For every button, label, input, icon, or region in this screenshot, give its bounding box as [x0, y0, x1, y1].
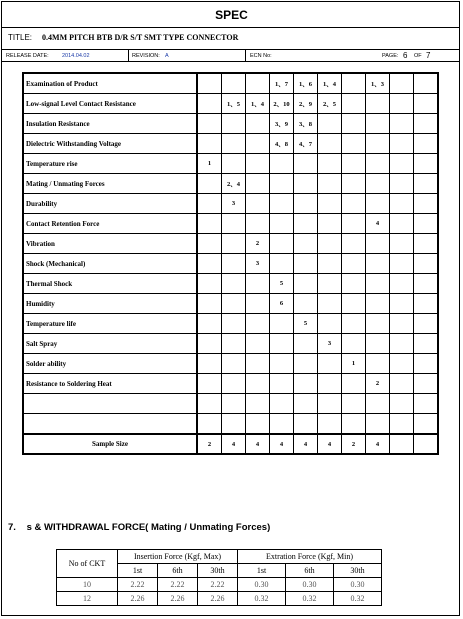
sequence-cell [414, 374, 439, 394]
test-item-name: Temperature life [23, 314, 197, 334]
sequence-cell [197, 234, 222, 254]
table-row [23, 214, 438, 234]
sequence-cell: 1、6 [294, 73, 318, 94]
table-row [23, 174, 438, 194]
sequence-cell [294, 154, 318, 174]
test-item-name: Dielectric Withstanding Voltage [23, 134, 197, 154]
sequence-cell [246, 314, 270, 334]
release-date: 2014.04.02 [62, 53, 90, 59]
force-value: 0.30 [286, 578, 334, 592]
sequence-cell: 2、10 [270, 94, 294, 114]
sequence-cell [246, 394, 270, 414]
force-value: 2.26 [158, 592, 198, 606]
sequence-cell [270, 234, 294, 254]
insertion-header: Insertion Force (Kgf, Max) [118, 550, 238, 564]
test-item-name: Solder ability [23, 354, 197, 374]
sequence-cell [318, 374, 342, 394]
sequence-cell [197, 334, 222, 354]
ckt-count: 10 [57, 578, 118, 592]
sequence-cell [270, 374, 294, 394]
sequence-cell: 3、8 [294, 114, 318, 134]
sequence-cell [294, 294, 318, 314]
sequence-cell: 1、5 [222, 94, 246, 114]
sample-size-cell: 4 [246, 434, 270, 454]
sequence-cell [342, 294, 366, 314]
sequence-cell [390, 134, 414, 154]
sequence-cell [294, 334, 318, 354]
test-item-name [23, 414, 197, 435]
sequence-cell [197, 194, 222, 214]
sequence-cell [342, 254, 366, 274]
sequence-cell [414, 154, 439, 174]
sequence-cell [318, 234, 342, 254]
table-row [23, 73, 438, 94]
sub-header: 30th [198, 564, 238, 578]
sequence-cell [318, 154, 342, 174]
sequence-cell [197, 254, 222, 274]
sequence-cell [390, 154, 414, 174]
table-row [23, 374, 438, 394]
sample-size-cell: 4 [318, 434, 342, 454]
test-item-name: Vibration [23, 234, 197, 254]
sequence-cell [414, 354, 439, 374]
sequence-cell [318, 194, 342, 214]
sequence-cell [197, 214, 222, 234]
of-label: OF [414, 53, 422, 59]
sequence-cell [294, 174, 318, 194]
sequence-cell [342, 394, 366, 414]
force-value: 2.22 [198, 578, 238, 592]
sequence-cell [246, 414, 270, 435]
table-row [23, 94, 438, 114]
sample-size-row [23, 434, 438, 454]
sequence-cell [390, 294, 414, 314]
sequence-cell [318, 294, 342, 314]
sequence-cell [342, 274, 366, 294]
sequence-cell [342, 174, 366, 194]
sequence-cell [318, 214, 342, 234]
sequence-cell [366, 314, 390, 334]
table-row [23, 154, 438, 174]
test-item-name: Insulation Resistance [23, 114, 197, 134]
sequence-cell [197, 174, 222, 194]
sequence-cell [222, 334, 246, 354]
sequence-cell: 1 [197, 154, 222, 174]
sequence-cell [270, 314, 294, 334]
sequence-cell [318, 354, 342, 374]
sequence-cell: 2 [366, 374, 390, 394]
sequence-cell [246, 374, 270, 394]
sequence-cell [414, 334, 439, 354]
sequence-cell [246, 194, 270, 214]
sequence-cell [366, 274, 390, 294]
sequence-cell [294, 194, 318, 214]
sequence-cell [222, 73, 246, 94]
sequence-cell [390, 334, 414, 354]
page-label: PAGE: [382, 53, 399, 59]
sequence-cell [222, 214, 246, 234]
sequence-cell [342, 94, 366, 114]
sequence-cell: 1 [342, 354, 366, 374]
sequence-cell [414, 314, 439, 334]
sequence-cell [270, 154, 294, 174]
sequence-cell [294, 234, 318, 254]
sample-size-cell: 4 [366, 434, 390, 454]
sequence-cell [294, 414, 318, 435]
sequence-cell [390, 254, 414, 274]
sub-header: 30th [334, 564, 382, 578]
sequence-cell [366, 354, 390, 374]
sequence-cell [390, 354, 414, 374]
force-value: 2.26 [118, 592, 158, 606]
sequence-cell [342, 154, 366, 174]
table-row [23, 414, 438, 435]
sequence-cell [294, 214, 318, 234]
sequence-cell [270, 394, 294, 414]
sequence-cell [222, 114, 246, 134]
sequence-cell [294, 274, 318, 294]
sequence-cell [414, 194, 439, 214]
sequence-cell [197, 314, 222, 334]
sequence-cell [246, 73, 270, 94]
title-label: TITLE: [8, 33, 33, 42]
sequence-cell [390, 73, 414, 94]
force-value: 0.30 [238, 578, 286, 592]
divider [245, 50, 246, 61]
sequence-cell [414, 174, 439, 194]
force-value: 0.32 [238, 592, 286, 606]
force-value: 0.32 [334, 592, 382, 606]
sub-header: 1st [238, 564, 286, 578]
table-row [23, 114, 438, 134]
force-value: 2.22 [158, 578, 198, 592]
sequence-cell: 4、8 [270, 134, 294, 154]
sequence-cell [414, 394, 439, 414]
ckt-header: No of CKT [57, 550, 118, 578]
sequence-cell [222, 294, 246, 314]
sequence-cell [366, 134, 390, 154]
release-label: RELEASE DATE: [6, 53, 49, 59]
sample-size-cell [414, 434, 439, 454]
sequence-cell [318, 254, 342, 274]
sequence-cell [318, 394, 342, 414]
table-row [57, 592, 382, 606]
sequence-cell [342, 374, 366, 394]
sequence-cell [222, 414, 246, 435]
sequence-cell [270, 254, 294, 274]
sequence-cell [294, 394, 318, 414]
sequence-cell [222, 254, 246, 274]
sequence-cell: 3 [222, 194, 246, 214]
sequence-cell [366, 194, 390, 214]
test-item-name: Salt Spray [23, 334, 197, 354]
sequence-cell [342, 194, 366, 214]
test-item-name: Contact Retention Force [23, 214, 197, 234]
spec-page [1, 1, 460, 616]
sequence-cell [390, 314, 414, 334]
page-number: 6 [403, 51, 408, 60]
sequence-cell: 1、3 [366, 73, 390, 94]
sequence-cell [294, 254, 318, 274]
sequence-cell [342, 73, 366, 94]
sequence-cell [197, 374, 222, 394]
sequence-cell: 5 [270, 274, 294, 294]
sequence-cell [270, 174, 294, 194]
sample-size-cell: 2 [342, 434, 366, 454]
sequence-cell [318, 274, 342, 294]
sequence-cell [342, 234, 366, 254]
table-row [23, 314, 438, 334]
sequence-cell [222, 314, 246, 334]
sequence-cell [366, 234, 390, 254]
table-row [23, 234, 438, 254]
ckt-count: 12 [57, 592, 118, 606]
table-row [23, 134, 438, 154]
sample-size-cell: 4 [294, 434, 318, 454]
sub-header: 6th [158, 564, 198, 578]
sequence-cell [390, 274, 414, 294]
sequence-cell [246, 294, 270, 314]
sequence-cell [197, 274, 222, 294]
sequence-cell [342, 214, 366, 234]
sequence-cell [414, 134, 439, 154]
sequence-cell [366, 394, 390, 414]
sequence-cell [222, 154, 246, 174]
divider [2, 27, 459, 28]
test-item-name [23, 394, 197, 414]
sub-header: 6th [286, 564, 334, 578]
sequence-cell [366, 334, 390, 354]
test-item-name: Mating / Unmating Forces [23, 174, 197, 194]
table-row [23, 274, 438, 294]
sequence-cell [270, 334, 294, 354]
sequence-cell [197, 134, 222, 154]
sequence-cell [222, 374, 246, 394]
sequence-cell: 4、7 [294, 134, 318, 154]
sequence-cell: 1、7 [270, 73, 294, 94]
sequence-cell [342, 114, 366, 134]
sequence-cell [222, 274, 246, 294]
sequence-cell [390, 114, 414, 134]
sequence-cell: 5 [294, 314, 318, 334]
test-item-name: Temperature rise [23, 154, 197, 174]
divider [2, 61, 459, 62]
sequence-cell [222, 134, 246, 154]
sequence-cell [318, 314, 342, 334]
sample-size-cell: 2 [197, 434, 222, 454]
sequence-cell [222, 394, 246, 414]
revision-label: REVISION: [132, 53, 160, 59]
sequence-cell [197, 414, 222, 435]
sequence-cell: 1、4 [318, 73, 342, 94]
sequence-cell [197, 94, 222, 114]
sequence-cell [366, 114, 390, 134]
sequence-cell: 2、9 [294, 94, 318, 114]
sequence-cell [270, 194, 294, 214]
sample-size-cell: 4 [270, 434, 294, 454]
sequence-cell: 3、9 [270, 114, 294, 134]
test-item-name: Durability [23, 194, 197, 214]
test-item-name: Examination of Product [23, 73, 197, 94]
sequence-cell [390, 414, 414, 435]
info-row [2, 51, 459, 61]
test-item-name: Low-signal Level Contact Resistance [23, 94, 197, 114]
sequence-cell [342, 134, 366, 154]
sample-size-cell [390, 434, 414, 454]
sequence-cell [414, 274, 439, 294]
sequence-cell [246, 154, 270, 174]
test-item-name: Thermal Shock [23, 274, 197, 294]
sequence-cell [270, 414, 294, 435]
table-row [23, 294, 438, 314]
title-row [8, 33, 238, 42]
sub-header: 1st [118, 564, 158, 578]
force-value: 2.22 [118, 578, 158, 592]
sequence-cell: 1、4 [246, 94, 270, 114]
table-row [23, 194, 438, 214]
sample-size-label: Sample Size [23, 434, 197, 454]
sequence-cell [197, 294, 222, 314]
ecn-label: ECN No: [250, 53, 272, 59]
table-row [23, 394, 438, 414]
revision-value: A [165, 53, 169, 59]
test-item-name: Humidity [23, 294, 197, 314]
table-row [57, 578, 382, 592]
sequence-cell [414, 94, 439, 114]
sequence-cell [246, 354, 270, 374]
sequence-cell [294, 354, 318, 374]
sequence-cell [414, 214, 439, 234]
sequence-cell [246, 134, 270, 154]
sequence-cell [246, 214, 270, 234]
sequence-cell [318, 174, 342, 194]
sequence-cell [197, 354, 222, 374]
page-total: 7 [426, 51, 431, 60]
sequence-cell [414, 294, 439, 314]
title-value: 0.4MM PITCH BTB D/R S/T SMT TYPE CONNECTOR [42, 33, 239, 42]
table-row [23, 254, 438, 274]
sequence-cell [366, 94, 390, 114]
sequence-cell: 3 [246, 254, 270, 274]
section-7-heading [8, 522, 270, 533]
table-row [23, 354, 438, 374]
sequence-cell [414, 234, 439, 254]
table-row [23, 334, 438, 354]
sequence-cell [390, 214, 414, 234]
sequence-cell [366, 294, 390, 314]
sequence-cell [366, 254, 390, 274]
spec-title: SPEC [215, 8, 248, 22]
sequence-cell [246, 274, 270, 294]
sequence-cell [390, 394, 414, 414]
divider [128, 50, 129, 61]
sequence-cell [246, 174, 270, 194]
sequence-cell: 2、5 [318, 94, 342, 114]
sequence-cell [318, 114, 342, 134]
sequence-cell [390, 174, 414, 194]
sequence-cell [294, 374, 318, 394]
sequence-cell: 4 [366, 214, 390, 234]
sequence-cell: 6 [270, 294, 294, 314]
section-title: s & WITHDRAWAL FORCE( Mating / Unmating Forces) [26, 522, 271, 533]
sequence-cell [414, 114, 439, 134]
sequence-cell [366, 154, 390, 174]
sequence-cell [390, 194, 414, 214]
sample-size-cell: 4 [222, 434, 246, 454]
force-table [56, 549, 382, 606]
sequence-cell [414, 414, 439, 435]
sequence-cell [270, 214, 294, 234]
sequence-cell [197, 394, 222, 414]
sequence-cell: 2、4 [222, 174, 246, 194]
sequence-cell [318, 414, 342, 435]
test-item-name: Resistance to Soldering Heat [23, 374, 197, 394]
sequence-cell [222, 354, 246, 374]
force-value: 0.32 [286, 592, 334, 606]
sequence-cell: 3 [318, 334, 342, 354]
sequence-cell [222, 234, 246, 254]
section-number: 7. [8, 522, 16, 533]
force-value: 0.30 [334, 578, 382, 592]
sequence-cell [366, 174, 390, 194]
sequence-cell [390, 374, 414, 394]
sequence-cell [270, 354, 294, 374]
divider [2, 49, 459, 50]
sequence-cell [318, 134, 342, 154]
sequence-cell [390, 94, 414, 114]
sequence-cell [246, 334, 270, 354]
sequence-cell [342, 414, 366, 435]
sequence-cell [390, 234, 414, 254]
sequence-cell [414, 73, 439, 94]
test-matrix-table [22, 72, 439, 455]
sequence-cell [366, 414, 390, 435]
sequence-cell [342, 334, 366, 354]
sequence-cell [197, 114, 222, 134]
extraction-header: Extration Force (Kgf, Min) [238, 550, 382, 564]
sequence-cell [414, 254, 439, 274]
sequence-cell [342, 314, 366, 334]
sequence-cell [246, 114, 270, 134]
sequence-cell [197, 73, 222, 94]
test-item-name: Shock (Mechanical) [23, 254, 197, 274]
force-value: 2.26 [198, 592, 238, 606]
sequence-cell: 2 [246, 234, 270, 254]
